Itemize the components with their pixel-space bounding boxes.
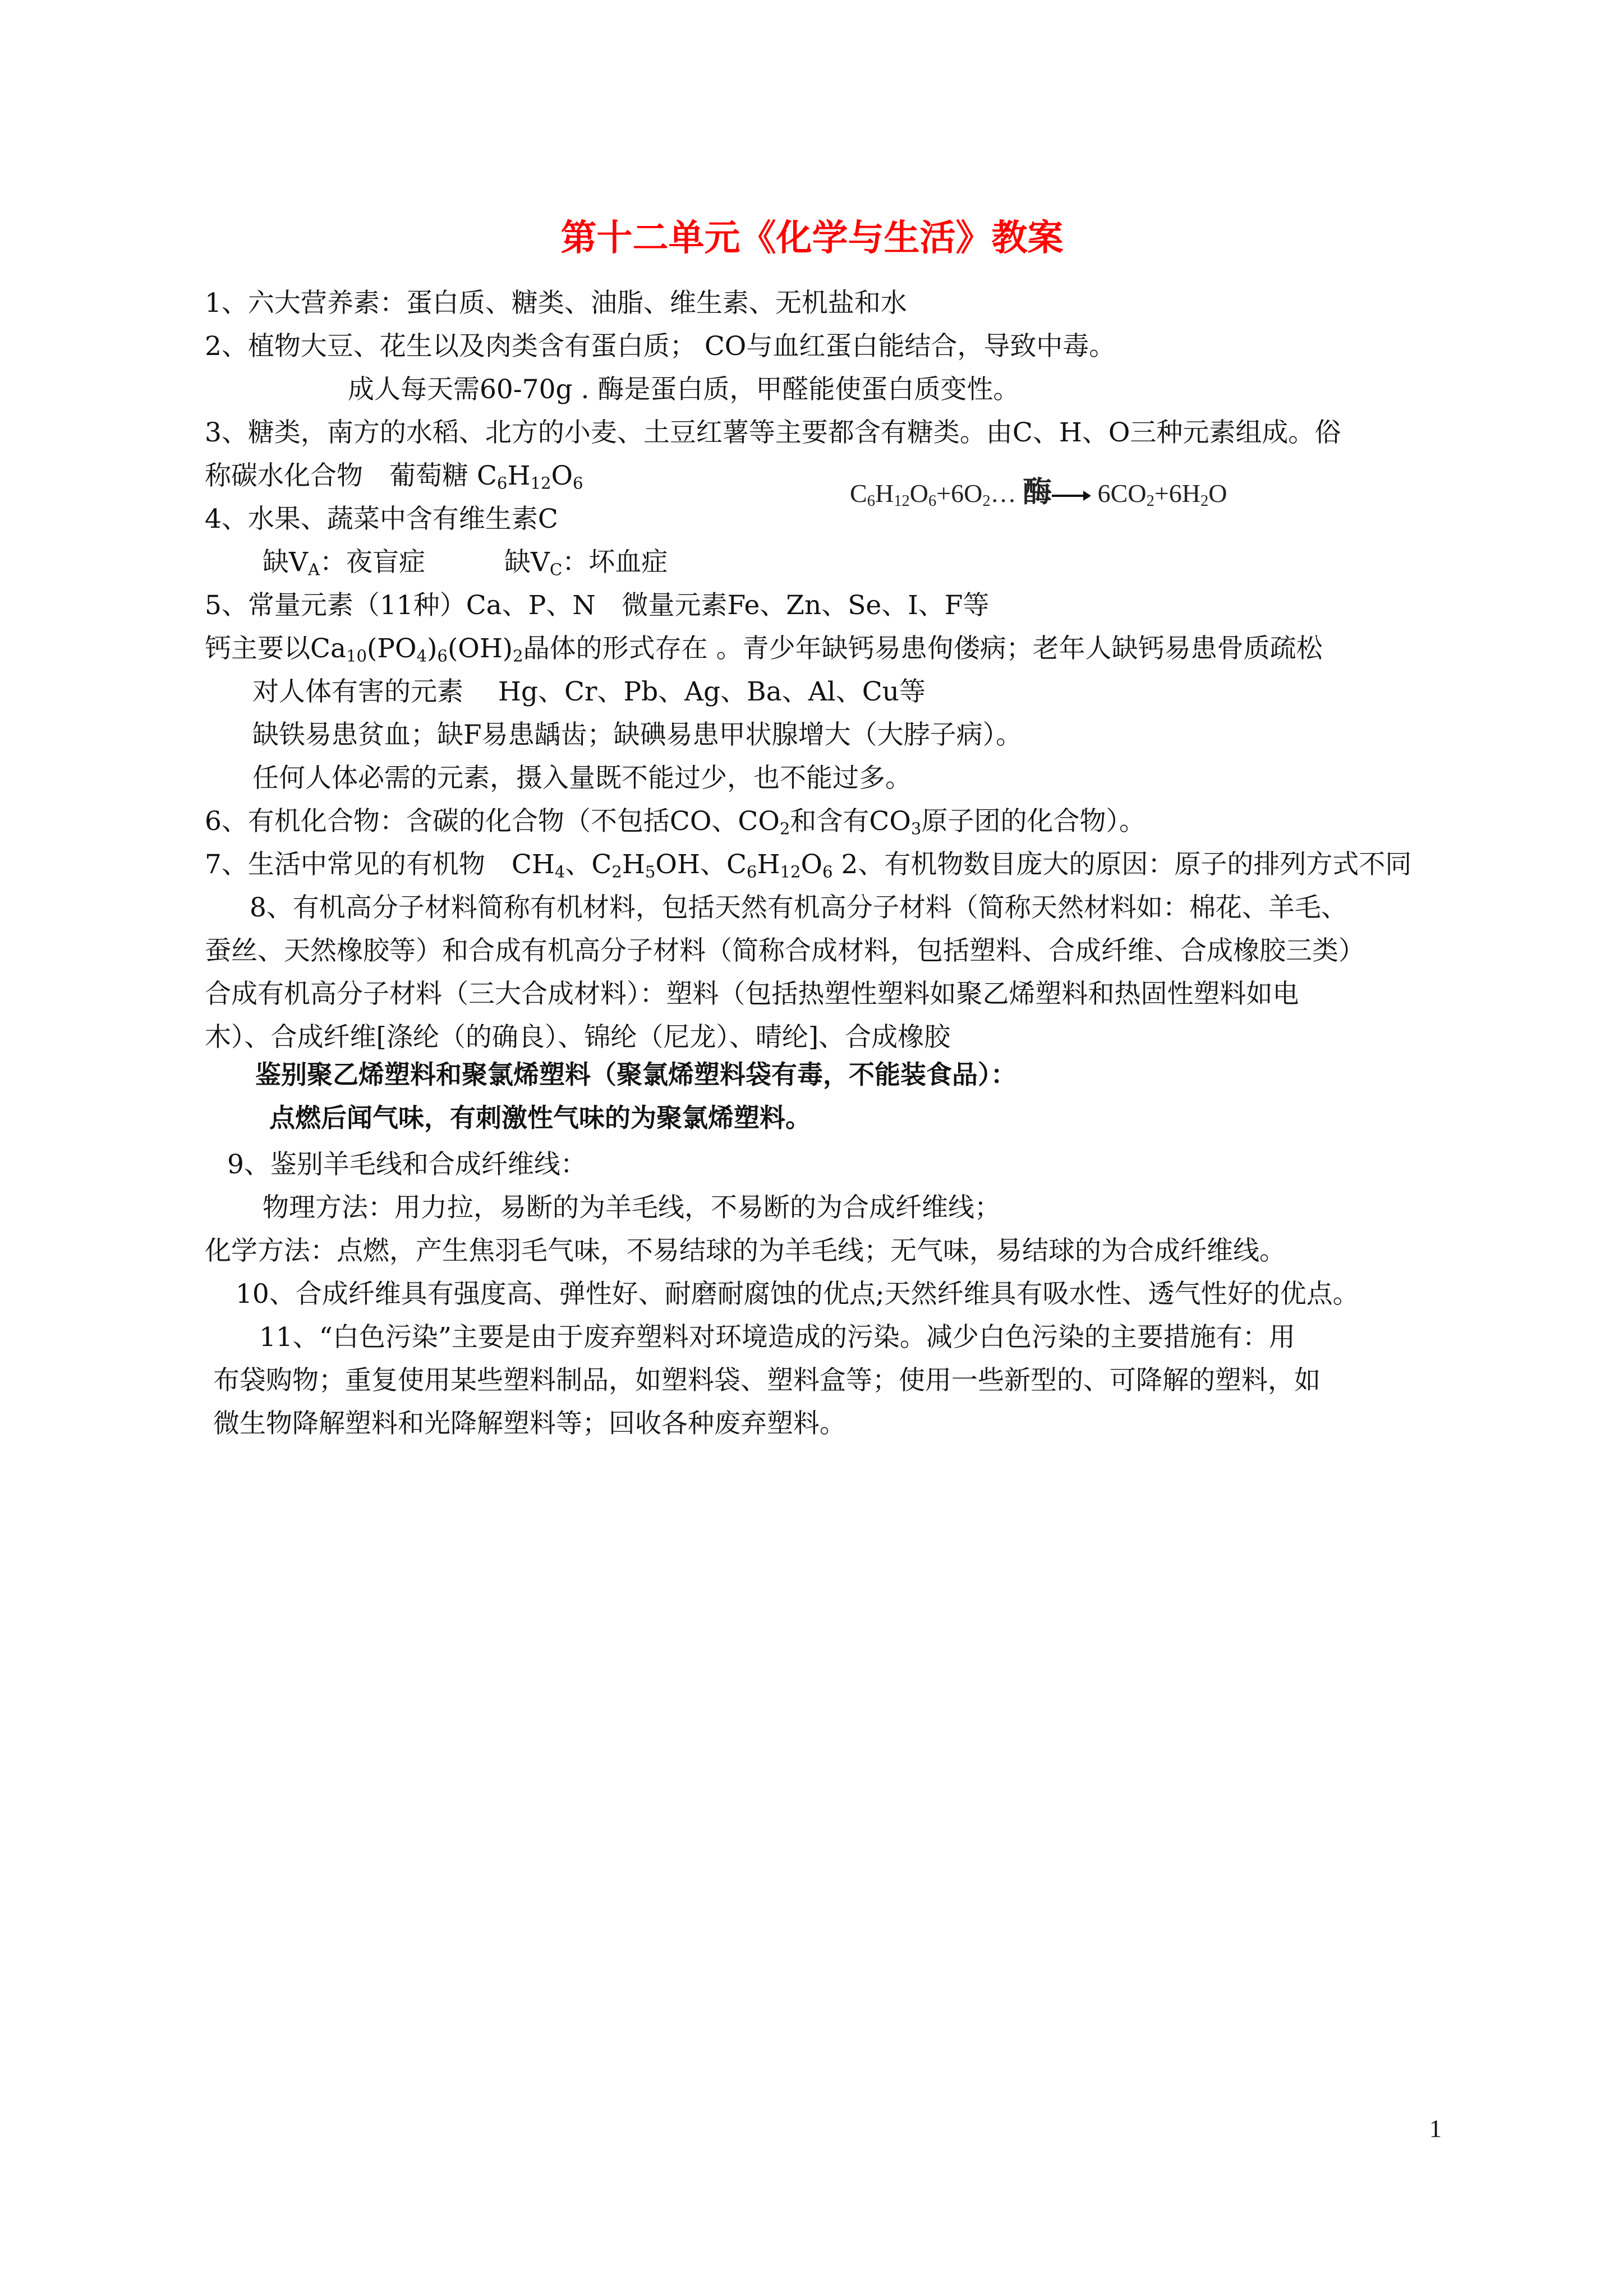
- line-8: 5、常量元素（11种）Ca、P、N 微量元素Fe、Zn、Se、I、F等: [205, 590, 990, 621]
- line-20: 点燃后闻气味，有刺激性气味的为聚氯烯塑料。: [269, 1103, 811, 1133]
- enzyme-label: 酶: [1023, 476, 1052, 509]
- line-13: 6、有机化合物：含碳的化合物（不包括CO、$CO_2$和含有$CO_3$原子团的化合物）。: [205, 806, 1145, 838]
- line-7: 缺$V_A$：夜盲症 缺$V_C$：坏血症: [263, 547, 668, 579]
- line-21: 9、鉴别羊毛线和合成纤维线：: [227, 1149, 587, 1180]
- line-10: 对人体有害的元素 Hg、Cr、Pb、Ag、Ba、Al、Cu等: [252, 676, 926, 707]
- line-1: 1、六大营养素：蛋白质、糖类、油脂、维生素、无机盐和水: [205, 288, 907, 319]
- line-11: 缺铁易患贫血；缺F易患龋齿；缺碘易患甲状腺增大（大脖子病）。: [252, 720, 1023, 750]
- line-22: 物理方法：用力拉，易断的为羊毛线，不易断的为合成纤维线；: [263, 1192, 1001, 1223]
- line-2: 2、植物大豆、花生以及肉类含有蛋白质； CO与血红蛋白能结合，导致中毒。: [205, 331, 1116, 362]
- line-24: 10、合成纤维具有强度高、弹性好、耐磨耐腐蚀的优点;天然纤维具有吸水性、透气性好的优点。: [236, 1279, 1359, 1310]
- document-title: 第十二单元《化学与生活》教案: [560, 217, 1064, 259]
- line-16: 蚕丝、天然橡胶等）和合成有机高分子材料（简称合成材料，包括塑料、合成纤维、合成橡胶三类）: [205, 935, 1365, 966]
- line-14: 7、生活中常见的有机物 $CH_4$、$C_2H_5OH$、$C_6H_{12}O_6$ 2、有机物数目庞大的原因：原子的排列方式不同: [205, 849, 1412, 882]
- line-27: 微生物降解塑料和光降解塑料等；回收各种废弃塑料。: [213, 1408, 846, 1439]
- line-26: 布袋购物；重复使用某些塑料制品，如塑料袋、塑料盒等；使用一些新型的、可降解的塑料，如: [213, 1365, 1321, 1396]
- line-12: 任何人体必需的元素，摄入量既不能过少，也不能过多。: [252, 763, 912, 794]
- line-23: 化学方法：点燃，产生焦羽毛气味，不易结球的为羊毛线；无气味，易结球的为合成纤维线。: [205, 1235, 1286, 1266]
- line-18: 木）、合成纤维[涤纶（的确良）、锦纶（尼龙）、晴纶]、合成橡胶: [205, 1022, 951, 1053]
- reaction-arrow-icon: [1052, 487, 1091, 504]
- line-6: 4、水果、蔬菜中含有维生素C: [205, 504, 558, 534]
- line-25: 11、“白色污染”主要是由于废弃塑料对环境造成的污染。减少白色污染的主要措施有：用: [259, 1322, 1295, 1353]
- line-15: 8、有机高分子材料简称有机材料，包括天然有机高分子材料（简称天然材料如：棉花、羊毛、: [250, 892, 1347, 923]
- line-17: 合成有机高分子材料（三大合成材料）：塑料（包括热塑性塑料如聚乙烯塑料和热固性塑料如电: [205, 979, 1299, 1009]
- line-9: 钙主要以$Ca_{10}(PO_4)_6(OH)_2$晶体的形式存在 。青少年缺钙易患佝偻病；老年人缺钙易患骨质疏松: [205, 633, 1323, 666]
- line-3: 成人每天需60-70g . 酶是蛋白质，甲醛能使蛋白质变性。: [348, 374, 1020, 405]
- page-number: 1: [1429, 2115, 1442, 2142]
- line-19: 鉴别聚乙烯塑料和聚氯烯塑料（聚氯烯塑料袋有毒，不能装食品）：: [255, 1059, 1016, 1090]
- line-4: 3、糖类，南方的水稻、北方的小麦、土豆红薯等主要都含有糖类。由C、H、O三种元素组成。俗: [205, 417, 1341, 448]
- line-5: 称碳水化合物 葡萄糖 $C_6H_{12}O_6$: [205, 460, 583, 493]
- glucose-oxidation-equation: $C_6H_{12}O_6+6O_2\dots$ 酶 $6CO_2+6H_2O$: [850, 476, 1227, 510]
